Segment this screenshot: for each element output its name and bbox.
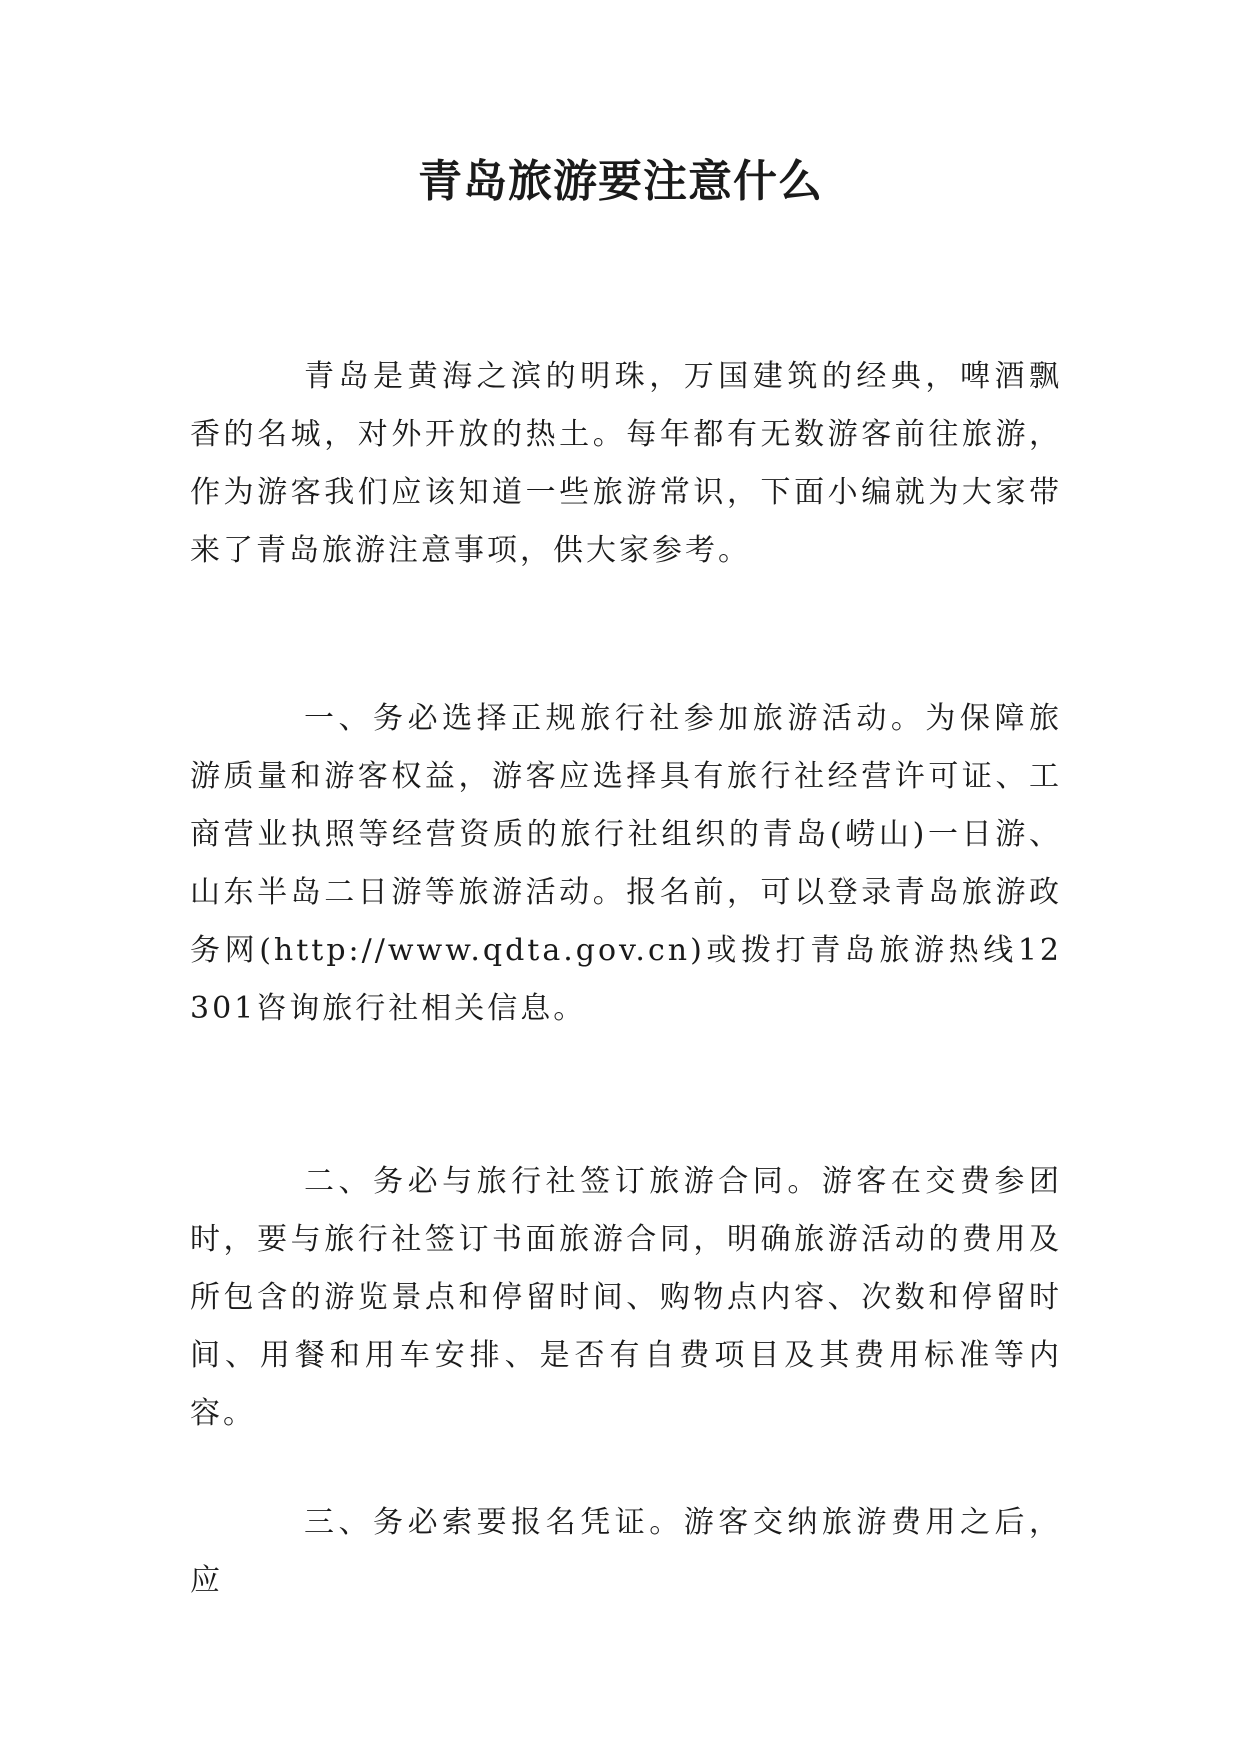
section-one-paragraph: 一、务必选择正规旅行社参加旅游活动。为保障旅游质量和游客权益，游客应选择具有旅行社经营许可证、工商营业执照等经营资质的旅行社组织的青岛(崂山)一日游、山东半岛二日游等旅游活动。报名前，可以登录青岛旅游政务网(http://www.qdta.gov.cn)或拨打青岛旅游热线12301咨询旅行社相关信息。: [190, 701, 1062, 1026]
document-title: 青岛旅游要注意什么: [418, 156, 823, 207]
section-two-paragraph: 二、务必与旅行社签订旅游合同。游客在交费参团时，要与旅行社签订书面旅游合同，明确旅游活动的费用及所包含的游览景点和停留时间、购物点内容、次数和停留时间、用餐和用车安排、是否有自费项目及其费用标准等内容。: [190, 1164, 1062, 1431]
intro-paragraph: 青岛是黄海之滨的明珠，万国建筑的经典，啤酒飘香的名城，对外开放的热土。每年都有无数游客前往旅游，作为游客我们应该知道一些旅游常识，下面小编就为大家带来了青岛旅游注意事项，供大家参考。: [190, 359, 1062, 568]
section-three-paragraph: 三、务必索要报名凭证。游客交纳旅游费用之后，应: [190, 1505, 1062, 1598]
